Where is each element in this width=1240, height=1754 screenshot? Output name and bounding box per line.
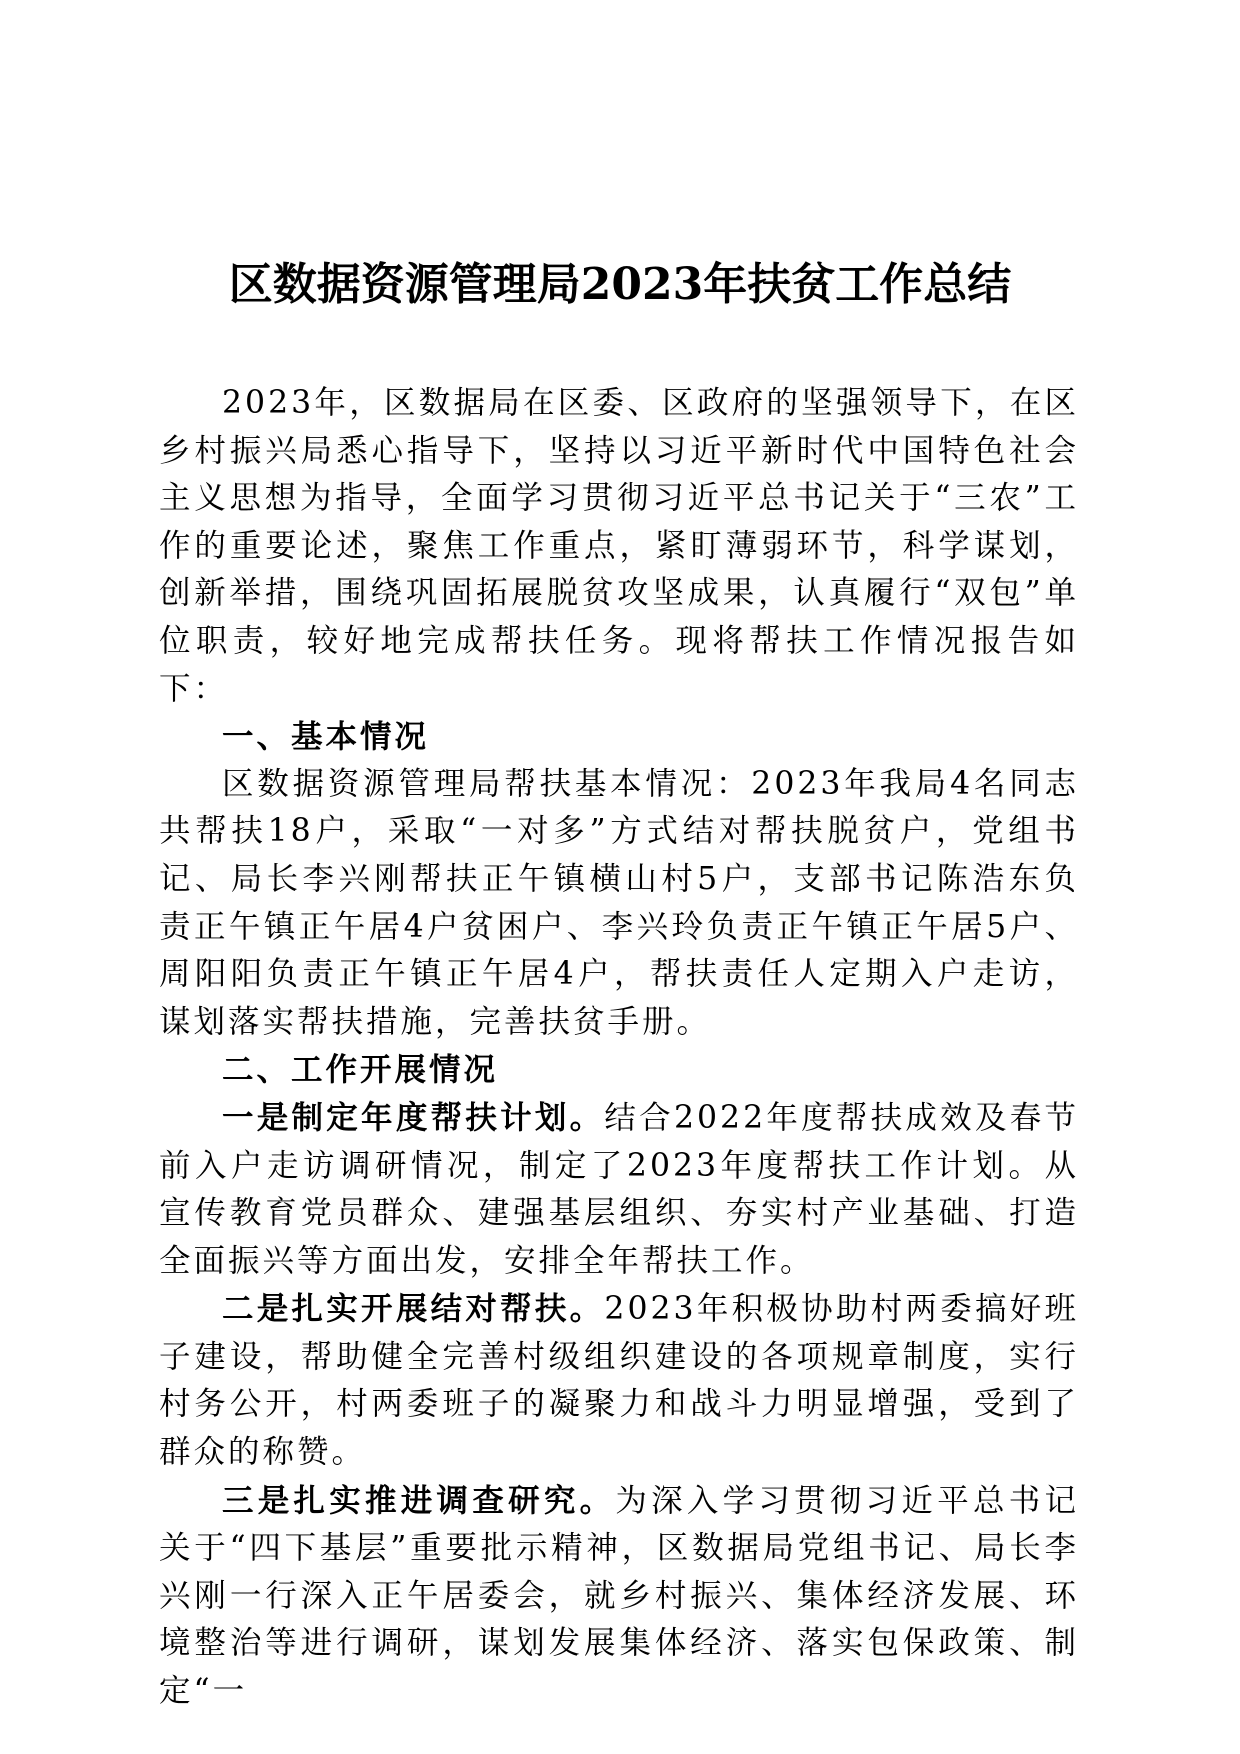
document-body: [159, 380, 1079, 1716]
work-item-plan-lead: 一是制定年度帮扶计划。: [222, 1098, 605, 1136]
work-item-plan-text: 结合2022年度帮扶成效及春节前入户走访调研情况，制定了2023年度帮扶工作计划。从宣传教育党员群众、建强基层组织、夯实村产业基础、打造全面振兴等方面出发，安排全年帮扶工作。: [159, 1099, 1079, 1279]
work-item-pairing: [159, 1285, 1079, 1476]
section-heading-work: 二、工作开展情况: [222, 1051, 499, 1089]
document-title: 区数据资源管理局2023年扶贫工作总结: [228, 259, 1012, 310]
intro-paragraph: 2023年，区数据局在区委、区政府的坚强领导下，在区乡村振兴局悉心指导下，坚持以习近平新时代中国特色社会主义思想为指导，全面学习贯彻习近平总书记关于“三农”工作的重要论述，聚焦工作重点，紧盯薄弱环节，科学谋划，创新举措，围绕巩固拓展脱贫攻坚成果，认真履行“双包”单位职责，较好地完成帮扶任务。现将帮扶工作情况报告如下：: [159, 385, 1079, 707]
work-item-research-lead: 三是扎实推进调查研究。: [222, 1481, 616, 1519]
work-item-pairing-lead: 二是扎实开展结对帮扶。: [222, 1290, 605, 1328]
work-item-research: [159, 1477, 1079, 1716]
work-item-pairing-text: 2023年积极协助村两委搞好班子建设，帮助健全完善村级组织建设的各项规章制度，实行村务公开，村两委班子的凝聚力和战斗力明显增强，受到了群众的称赞。: [159, 1291, 1079, 1471]
work-item-research-text: 为深入学习贯彻习近平总书记关于“四下基层”重要批示精神，区数据局党组书记、局长李兴刚一行深入正午居委会，就乡村振兴、集体经济发展、环境整治等进行调研，谋划发展集体经济、落实包保政策、制定“一: [159, 1482, 1079, 1710]
work-item-plan: [159, 1094, 1079, 1285]
basic-situation-paragraph: 区数据资源管理局帮扶基本情况：2023年我局4名同志共帮扶18户，采取“一对多”方式结对帮扶脱贫户，党组书记、局长李兴刚帮扶正午镇横山村5户，支部书记陈浩东负责正午镇正午居4户贫困户、李兴玲负责正午镇正午居5户、周阳阳负责正午镇正午居4户，帮扶责任人定期入户走访，谋划落实帮扶措施，完善扶贫手册。: [159, 765, 1079, 1040]
section-heading-basic: 一、基本情况: [222, 718, 430, 756]
